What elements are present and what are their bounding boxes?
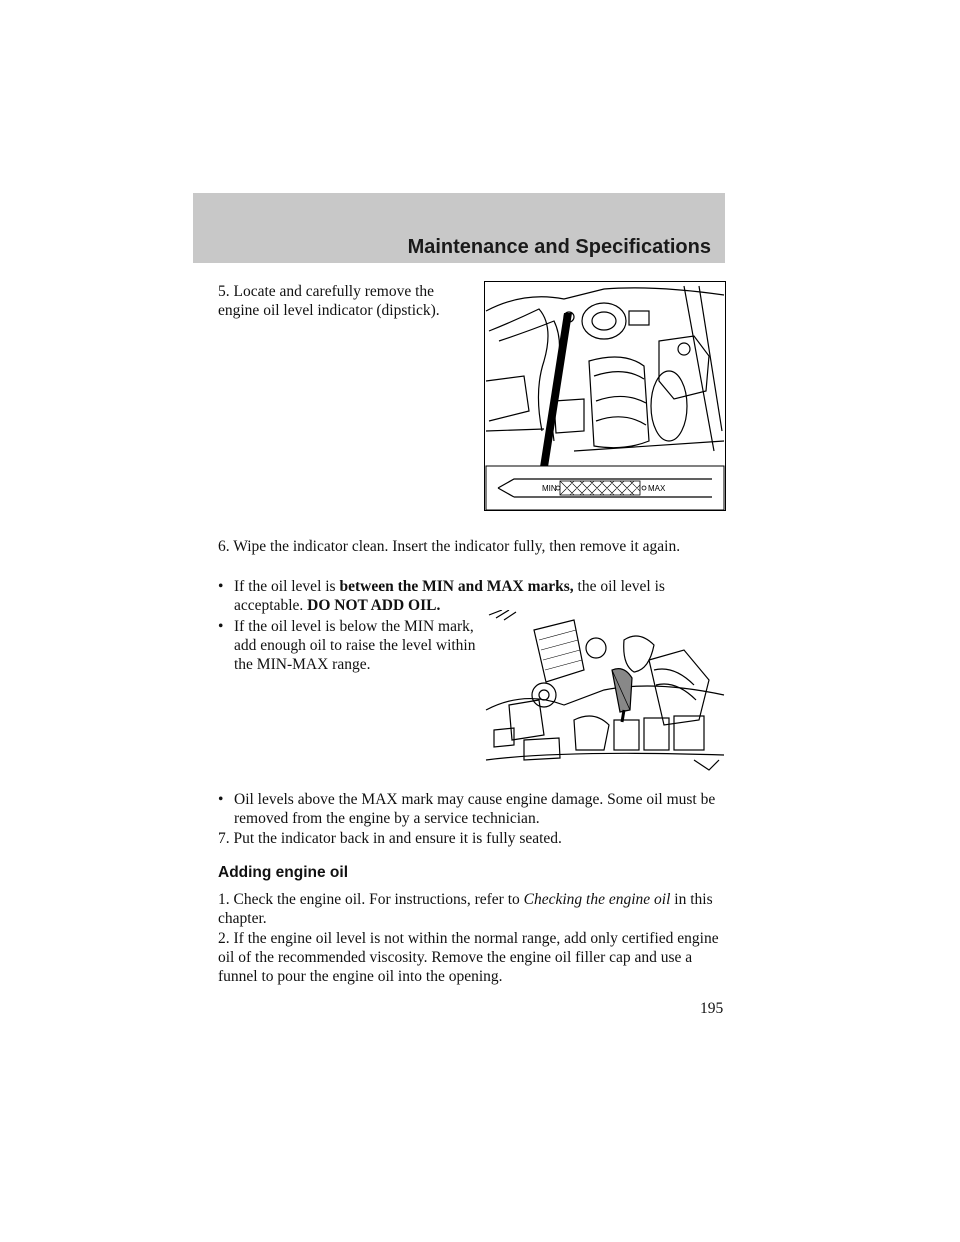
section-title: Maintenance and Specifications: [407, 236, 711, 258]
engine-dipstick-illustration: [484, 281, 726, 511]
bullet-oil-acceptable: • If the oil level is between the MIN and MAX marks, the oil level is acceptable. DO NOT ADD OIL.: [218, 578, 665, 614]
max-label: MAX: [648, 484, 666, 493]
bullet-oil-below-min: • If the oil level is below the MIN mark, add enough oil to raise the level within the MIN-MAX range.: [218, 618, 476, 673]
section-header: [193, 193, 725, 263]
adding-step-2-text: 2. If the engine oil level is not within the normal range, add only certified engine oil of the recommended viscosity. Remove the engine oil filler cap and use a funnel to pour the engine oil into the opening.: [218, 930, 719, 985]
adding-step-1-text: 1. Check the engine oil. For instructions, refer to Checking the engine oil in this chapter.: [218, 891, 713, 927]
bullet-marker: •: [218, 578, 224, 595]
min-label: MIN: [542, 484, 557, 493]
step-6-text: 6. Wipe the indicator clean. Insert the indicator fully, then remove it again.: [218, 538, 681, 555]
section-heading-adding-oil: Adding engine oil: [218, 864, 349, 881]
step-5-text: 5. Locate and carefully remove the engine oil level indicator (dipstick).: [218, 283, 440, 319]
cross-reference-link: Checking the engine oil: [523, 891, 671, 908]
bullet-marker: •: [218, 618, 224, 635]
bullet-marker: •: [218, 791, 224, 808]
step-7-text: 7. Put the indicator back in and ensure it is fully seated.: [218, 830, 562, 847]
page-number: 195: [700, 1000, 724, 1017]
bullet-oil-above-max: • Oil levels above the MAX mark may cause engine damage. Some oil must be removed from the engine by a service technician.: [218, 791, 716, 827]
engine-oil-fill-illustration: [484, 610, 726, 776]
